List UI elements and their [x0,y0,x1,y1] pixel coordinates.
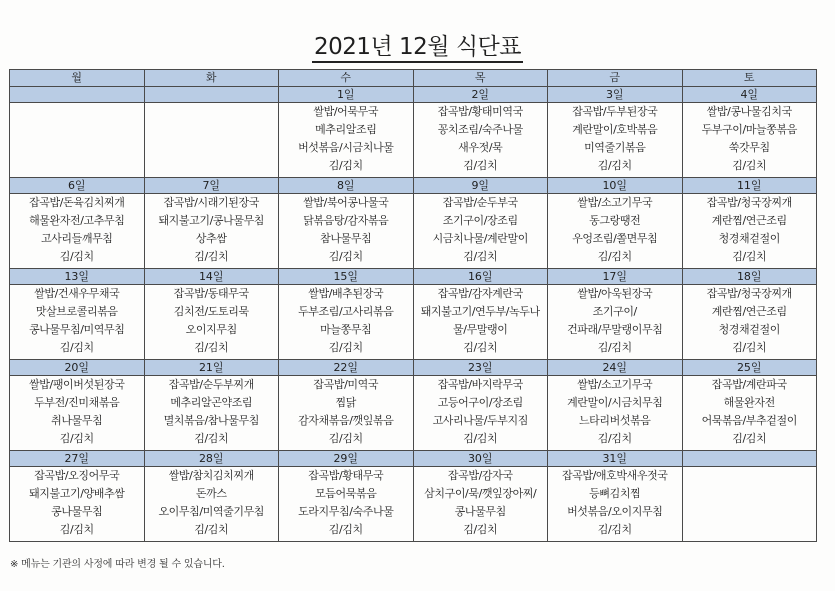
menu-item: 쑥갓무침 [728,141,770,154]
menu-item: 김치전/도토리묵 [173,305,249,318]
menu-item: 잡곡밥/청국장찌개 [706,196,792,209]
menu-item: 잡곡밥/돈육김치찌개 [29,196,125,209]
menu-item: 꽁치조림/숙주나물 [437,123,523,136]
menu-item: 김/김치 [59,250,94,263]
day-menu-cell [682,194,817,269]
title-text: 2021년 12월 식단표 [312,34,523,63]
menu-item: 김/김치 [463,432,498,445]
day-menu-cell [682,467,817,542]
menu-item: 우엉조림/쫄면무침 [572,232,658,245]
day-number-cell: 24일 [548,360,683,376]
menu-item: 마늘쫑무침 [320,323,372,336]
menu-item: 쌀밥/아욱된장국 [577,287,653,300]
menu-item: 청경채겉절이 [718,232,780,245]
day-menu-cell [279,376,414,451]
day-number-cell: 20일 [10,360,145,376]
menu-item: 조기구이/장조림 [442,214,518,227]
day-number-cell: 8일 [279,178,414,194]
day-number-cell: 16일 [413,269,548,285]
menu-item: 돼지불고기/연두부/녹두나 [420,305,540,318]
day-number-cell [144,87,279,103]
menu-item: 잡곡밥/애호박새우젓국 [561,469,668,482]
date-row [10,451,817,467]
day-number-cell: 18일 [682,269,817,285]
menu-item: 두부구이/마늘쫑볶음 [701,123,797,136]
menu-item: 느타리버섯볶음 [578,414,651,427]
menu-item: 김/김치 [194,341,229,354]
menu-item: 오이지무침 [185,323,237,336]
menu-item: 김/김치 [732,432,767,445]
menu-item: 동그랑땡전 [589,214,641,227]
menu-item: 계란찜/연근조림 [711,305,787,318]
menu-item: 해물완자전 [723,396,775,409]
menu-item: 잡곡밥/감자국 [447,469,513,482]
day-number-cell: 21일 [144,360,279,376]
day-number-cell: 30일 [413,451,548,467]
menu-item: 쌀밥/콩나물김치국 [706,105,792,118]
menu-item: 잡곡밥/황태미역국 [437,105,523,118]
menu-item: 해물완자전/고추무침 [29,214,125,227]
menu-item: 잡곡밥/동태무국 [173,287,249,300]
menu-item: 시금치나물/계란말이 [432,232,528,245]
menu-item: 김/김치 [328,523,363,536]
menu-item: 건파래/무말랭이무침 [567,323,663,336]
page-title [0,28,835,61]
menu-item: 계란말이/시금치무침 [567,396,663,409]
menu-item: 메추리알곤약조림 [170,396,253,409]
menu-item: 잡곡밥/시래기된장국 [163,196,259,209]
day-number-cell: 1일 [279,87,414,103]
menu-item: 잡곡밥/순두부국 [442,196,518,209]
day-number-cell: 6일 [10,178,145,194]
menu-item: 김/김치 [194,523,229,536]
menu-item: 쌀밥/소고기무국 [577,196,653,209]
menu-item: 찜닭 [335,396,356,409]
menu-item: 돼지불고기/콩나물무침 [158,214,265,227]
day-menu-cell [548,194,683,269]
weekday-header-cell: 화 [144,70,279,87]
date-row [10,360,817,376]
menu-item: 계란찜/연근조림 [711,214,787,227]
day-number-cell: 22일 [279,360,414,376]
menu-item: 도라지무침/숙주나물 [298,505,394,518]
day-menu-cell [413,467,548,542]
menu-item: 김/김치 [732,341,767,354]
day-menu-cell [413,285,548,360]
day-menu-cell [279,467,414,542]
day-number-cell: 31일 [548,451,683,467]
day-number-cell: 3일 [548,87,683,103]
menu-item: 청경채겉절이 [718,323,780,336]
menu-item: 맛살브로콜리볶음 [35,305,118,318]
menu-item: 감자채볶음/깻잎볶음 [298,414,394,427]
day-number-cell [682,451,817,467]
day-number-cell: 25일 [682,360,817,376]
menu-item: 멸치볶음/참나물무침 [163,414,259,427]
menu-item: 취나물무침 [51,414,103,427]
menu-item: 김/김치 [328,341,363,354]
menu-item: 김/김치 [732,159,767,172]
day-number-cell: 9일 [413,178,548,194]
menu-item: 김/김치 [463,341,498,354]
menu-item: 등뼈김치찜 [589,487,641,500]
menu-item: 잡곡밥/미역국 [313,378,379,391]
menu-item: 잡곡밥/계란파국 [711,378,787,391]
menu-item: 미역줄기볶음 [584,141,646,154]
menu-item: 콩나물무침 [51,505,103,518]
menu-item: 참나물무침 [320,232,372,245]
menu-item: 김/김치 [597,159,632,172]
weekday-header-cell: 목 [413,70,548,87]
menu-item: 콩나물무침 [454,505,506,518]
day-number-cell: 7일 [144,178,279,194]
day-number-cell: 13일 [10,269,145,285]
weekday-header-cell: 수 [279,70,414,87]
menu-item: 쌀밥/배추된장국 [308,287,384,300]
menu-item: 쌀밥/팽이버섯된장국 [29,378,125,391]
day-menu-cell [279,194,414,269]
menu-item: 물/무말랭이 [453,323,508,336]
day-menu-cell [279,103,414,178]
menu-row [10,467,817,542]
menu-item: 김/김치 [463,250,498,263]
footnote: ※ 메뉴는 기관의 사정에 따라 변경 될 수 있습니다. [10,559,225,570]
weekday-header-cell: 금 [548,70,683,87]
menu-item: 두부조림/고사리볶음 [298,305,394,318]
day-menu-cell [10,376,145,451]
menu-item: 김/김치 [59,523,94,536]
day-number-cell: 28일 [144,451,279,467]
menu-item: 고등어구이/장조림 [437,396,523,409]
menu-item: 계란말이/호박볶음 [572,123,658,136]
day-menu-cell [10,194,145,269]
day-number-cell: 23일 [413,360,548,376]
menu-item: 김/김치 [328,250,363,263]
menu-item: 콩나물무침/미역무침 [29,323,125,336]
menu-item: 쌀밥/어묵무국 [313,105,379,118]
day-number-cell: 4일 [682,87,817,103]
weekday-header-row [10,70,817,87]
menu-row [10,194,817,269]
menu-item: 잡곡밥/황태무국 [308,469,384,482]
menu-item: 김/김치 [597,250,632,263]
day-menu-cell [144,376,279,451]
day-number-cell: 27일 [10,451,145,467]
menu-row [10,376,817,451]
date-row [10,87,817,103]
menu-item: 김/김치 [194,250,229,263]
day-menu-cell [144,285,279,360]
day-number-cell: 2일 [413,87,548,103]
menu-row [10,103,817,178]
day-menu-cell [413,194,548,269]
menu-item: 김/김치 [194,432,229,445]
day-number-cell: 17일 [548,269,683,285]
day-menu-cell [144,194,279,269]
date-row [10,178,817,194]
menu-item: 두부전/진미채볶음 [34,396,120,409]
menu-item: 새우젓/묵 [458,141,503,154]
menu-item: 돼지불고기/양배추쌈 [29,487,125,500]
day-menu-cell [682,285,817,360]
day-number-cell [10,87,145,103]
menu-item: 버섯볶음/시금치나물 [298,141,394,154]
day-menu-cell [144,467,279,542]
menu-item: 김/김치 [463,523,498,536]
menu-item: 김/김치 [597,432,632,445]
day-menu-cell [548,103,683,178]
weekday-header-cell: 토 [682,70,817,87]
calendar-body [10,87,817,542]
date-row [10,269,817,285]
menu-item: 조기구이/ [592,305,637,318]
menu-item: 잡곡밥/두부된장국 [572,105,658,118]
menu-item: 쌀밥/참치김치찌개 [168,469,254,482]
menu-item: 돈까스 [195,487,227,500]
menu-item: 상추쌈 [195,232,227,245]
menu-item: 어묵볶음/부추겉절이 [701,414,797,427]
day-menu-cell [548,285,683,360]
menu-item: 잡곡밥/오징어무국 [34,469,120,482]
menu-item: 버섯볶음/오이지무침 [567,505,663,518]
menu-item: 잡곡밥/순두부찌개 [168,378,254,391]
meal-calendar-table [9,69,817,542]
menu-item: 잡곡밥/감자계란국 [437,287,523,300]
menu-item: 김/김치 [59,341,94,354]
menu-item: 김/김치 [732,250,767,263]
menu-item: 김/김치 [328,432,363,445]
menu-row [10,285,817,360]
menu-item: 김/김치 [328,159,363,172]
day-menu-cell [279,285,414,360]
menu-item: 메추리알조림 [315,123,377,136]
day-menu-cell [10,467,145,542]
menu-item: 쌀밥/북어콩나물국 [303,196,389,209]
menu-item: 오이무침/미역줄기무침 [158,505,265,518]
day-menu-cell [413,376,548,451]
menu-item: 삼치구이/묵/깻잎장아찌/ [424,487,537,500]
day-menu-cell [548,467,683,542]
menu-item: 잡곡밥/청국장찌개 [706,287,792,300]
menu-item: 김/김치 [597,341,632,354]
menu-item: 김/김치 [597,523,632,536]
day-menu-cell [682,376,817,451]
menu-item: 쌀밥/소고기무국 [577,378,653,391]
day-menu-cell [144,103,279,178]
menu-item: 고사리나물/두부지짐 [432,414,528,427]
day-menu-cell [413,103,548,178]
day-menu-cell [10,285,145,360]
menu-item: 김/김치 [59,432,94,445]
menu-item: 쌀밥/건새우무채국 [34,287,120,300]
day-menu-cell [682,103,817,178]
weekday-header-cell: 월 [10,70,145,87]
day-number-cell: 14일 [144,269,279,285]
menu-item: 고사리들깨무침 [40,232,113,245]
menu-item: 닭볶음탕/감자볶음 [303,214,389,227]
menu-item: 잡곡밥/바지락무국 [437,378,523,391]
day-number-cell: 11일 [682,178,817,194]
day-menu-cell [10,103,145,178]
day-number-cell: 29일 [279,451,414,467]
day-number-cell: 10일 [548,178,683,194]
day-number-cell: 15일 [279,269,414,285]
menu-item: 김/김치 [463,159,498,172]
menu-item: 모듬어묵볶음 [315,487,377,500]
day-menu-cell [548,376,683,451]
